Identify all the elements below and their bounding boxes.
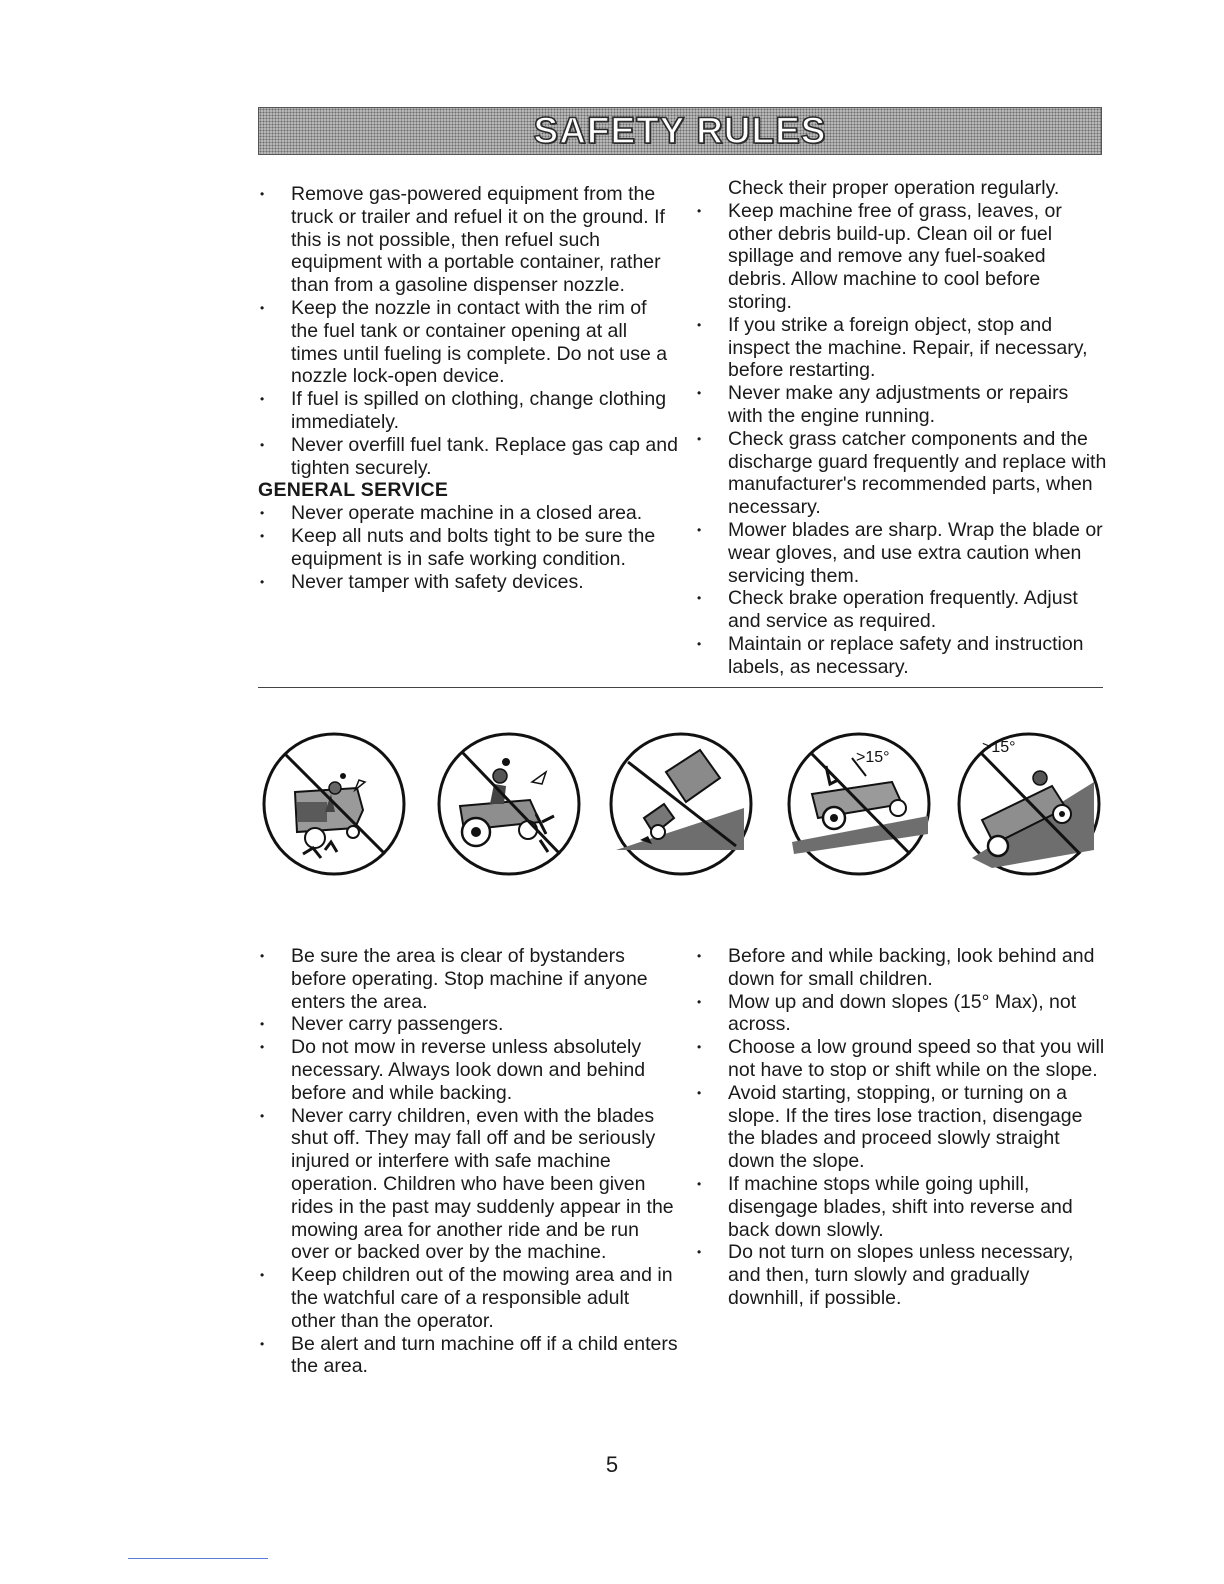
slope-rules-list [695, 945, 1107, 1310]
list-item: • Choose a low ground speed so that you will not have to stop or shift while on the slope. [695, 1036, 1107, 1082]
list-item: • Do not turn on slopes unless necessary, and then, turn slowly and gradually downhill, if possible. [695, 1241, 1107, 1309]
list-item: • Before and while backing, look behind and down for small children. [695, 945, 1107, 991]
section-banner [258, 107, 1102, 155]
list-item: • Never tamper with safety devices. [258, 571, 678, 594]
list-item: • Mow up and down slopes (15° Max), not across. [695, 991, 1107, 1037]
maintenance-rules-list [695, 200, 1107, 679]
list-item: • Never make any adjustments or repairs with the engine running. [695, 382, 1107, 428]
no-passengers-icon [432, 722, 587, 887]
list-item: • Maintain or replace safety and instruction labels, as necessary. [695, 633, 1107, 679]
continued-text: Check their proper operation regularly. [728, 177, 1060, 199]
no-steep-slope-icon [604, 722, 759, 887]
no-bystanders-icon [257, 722, 412, 887]
list-item: • Keep all nuts and bolts tight to be sure the equipment is in safe working condition. [258, 525, 678, 571]
list-item: • Keep machine free of grass, leaves, or other debris build-up. Clean oil or fuel spillage and remove any fuel-soaked debris. Allow machine to cool before storing. [695, 200, 1107, 314]
general-service-heading: GENERAL SERVICE [258, 479, 449, 502]
list-item: • Be alert and turn machine off if a child enters the area. [258, 1333, 678, 1379]
page-number: 5 [605, 1452, 619, 1477]
footer-rule [128, 1558, 268, 1559]
page-title: SAFETY RULES [533, 110, 827, 151]
list-item: • If you strike a foreign object, stop and inspect the machine. Repair, if necessary, before restarting. [695, 314, 1107, 382]
list-item: • Avoid starting, stopping, or turning on a slope. If the tires lose traction, disengage the blades and proceed slowly straight down the slope. [695, 1082, 1107, 1173]
list-item: • Check brake operation frequently. Adjust and service as required. [695, 587, 1107, 633]
list-item: • Never overfill fuel tank. Replace gas cap and tighten securely. [258, 434, 678, 480]
operation-rules-list [258, 945, 678, 1378]
service-rules-list [258, 502, 678, 593]
section-divider [258, 687, 1103, 688]
list-item: • If fuel is spilled on clothing, change clothing immediately. [258, 388, 678, 434]
list-item: • If machine stops while going uphill, disengage blades, shift into reverse and back down slowly. [695, 1173, 1107, 1241]
fueling-rules-list [258, 183, 678, 479]
list-item: • Check grass catcher components and the discharge guard frequently and replace with manufacturer's recommended parts, when necessary. [695, 428, 1107, 519]
slope-across-15-icon [952, 722, 1107, 887]
list-item: • Do not mow in reverse unless absolutely necessary. Always look down and behind before and while backing. [258, 1036, 678, 1104]
list-item: • Never carry passengers. [258, 1013, 678, 1036]
list-item: • Never carry children, even with the blades shut off. They may fall off and be seriously injured or interfere with safe machine operation. Children who have been given rides in the past may suddenly appear in the mowing area for another ride and be run over or backed over by the machine. [258, 1105, 678, 1265]
list-item: • Keep children out of the mowing area and in the watchful care of a responsible adult other than the operator. [258, 1264, 678, 1332]
safety-icons-row [252, 722, 1102, 892]
list-item: • Remove gas-powered equipment from the truck or trailer and refuel it on the ground. If this is not possible, then refuel such equipment with a portable container, rather than from a gasoline dispenser nozzle. [258, 183, 678, 297]
slope-limit-label: >15° [856, 749, 890, 766]
bottom-right-column [695, 945, 1107, 1310]
list-item: • Never operate machine in a closed area. [258, 502, 678, 525]
list-item: • Keep the nozzle in contact with the rim of the fuel tank or container opening at all times until fueling is complete. Do not use a nozzle lock-open device. [258, 297, 678, 388]
list-item: • Mower blades are sharp. Wrap the blade or wear gloves, and use extra caution when servicing them. [695, 519, 1107, 587]
slope-up-15-icon [782, 722, 937, 887]
slope-limit-label: >15° [982, 739, 1016, 756]
list-item: • Be sure the area is clear of bystanders before operating. Stop machine if anyone enters the area. [258, 945, 678, 1013]
top-left-column [258, 183, 678, 593]
bottom-left-column [258, 945, 678, 1378]
top-right-column [695, 177, 1107, 679]
